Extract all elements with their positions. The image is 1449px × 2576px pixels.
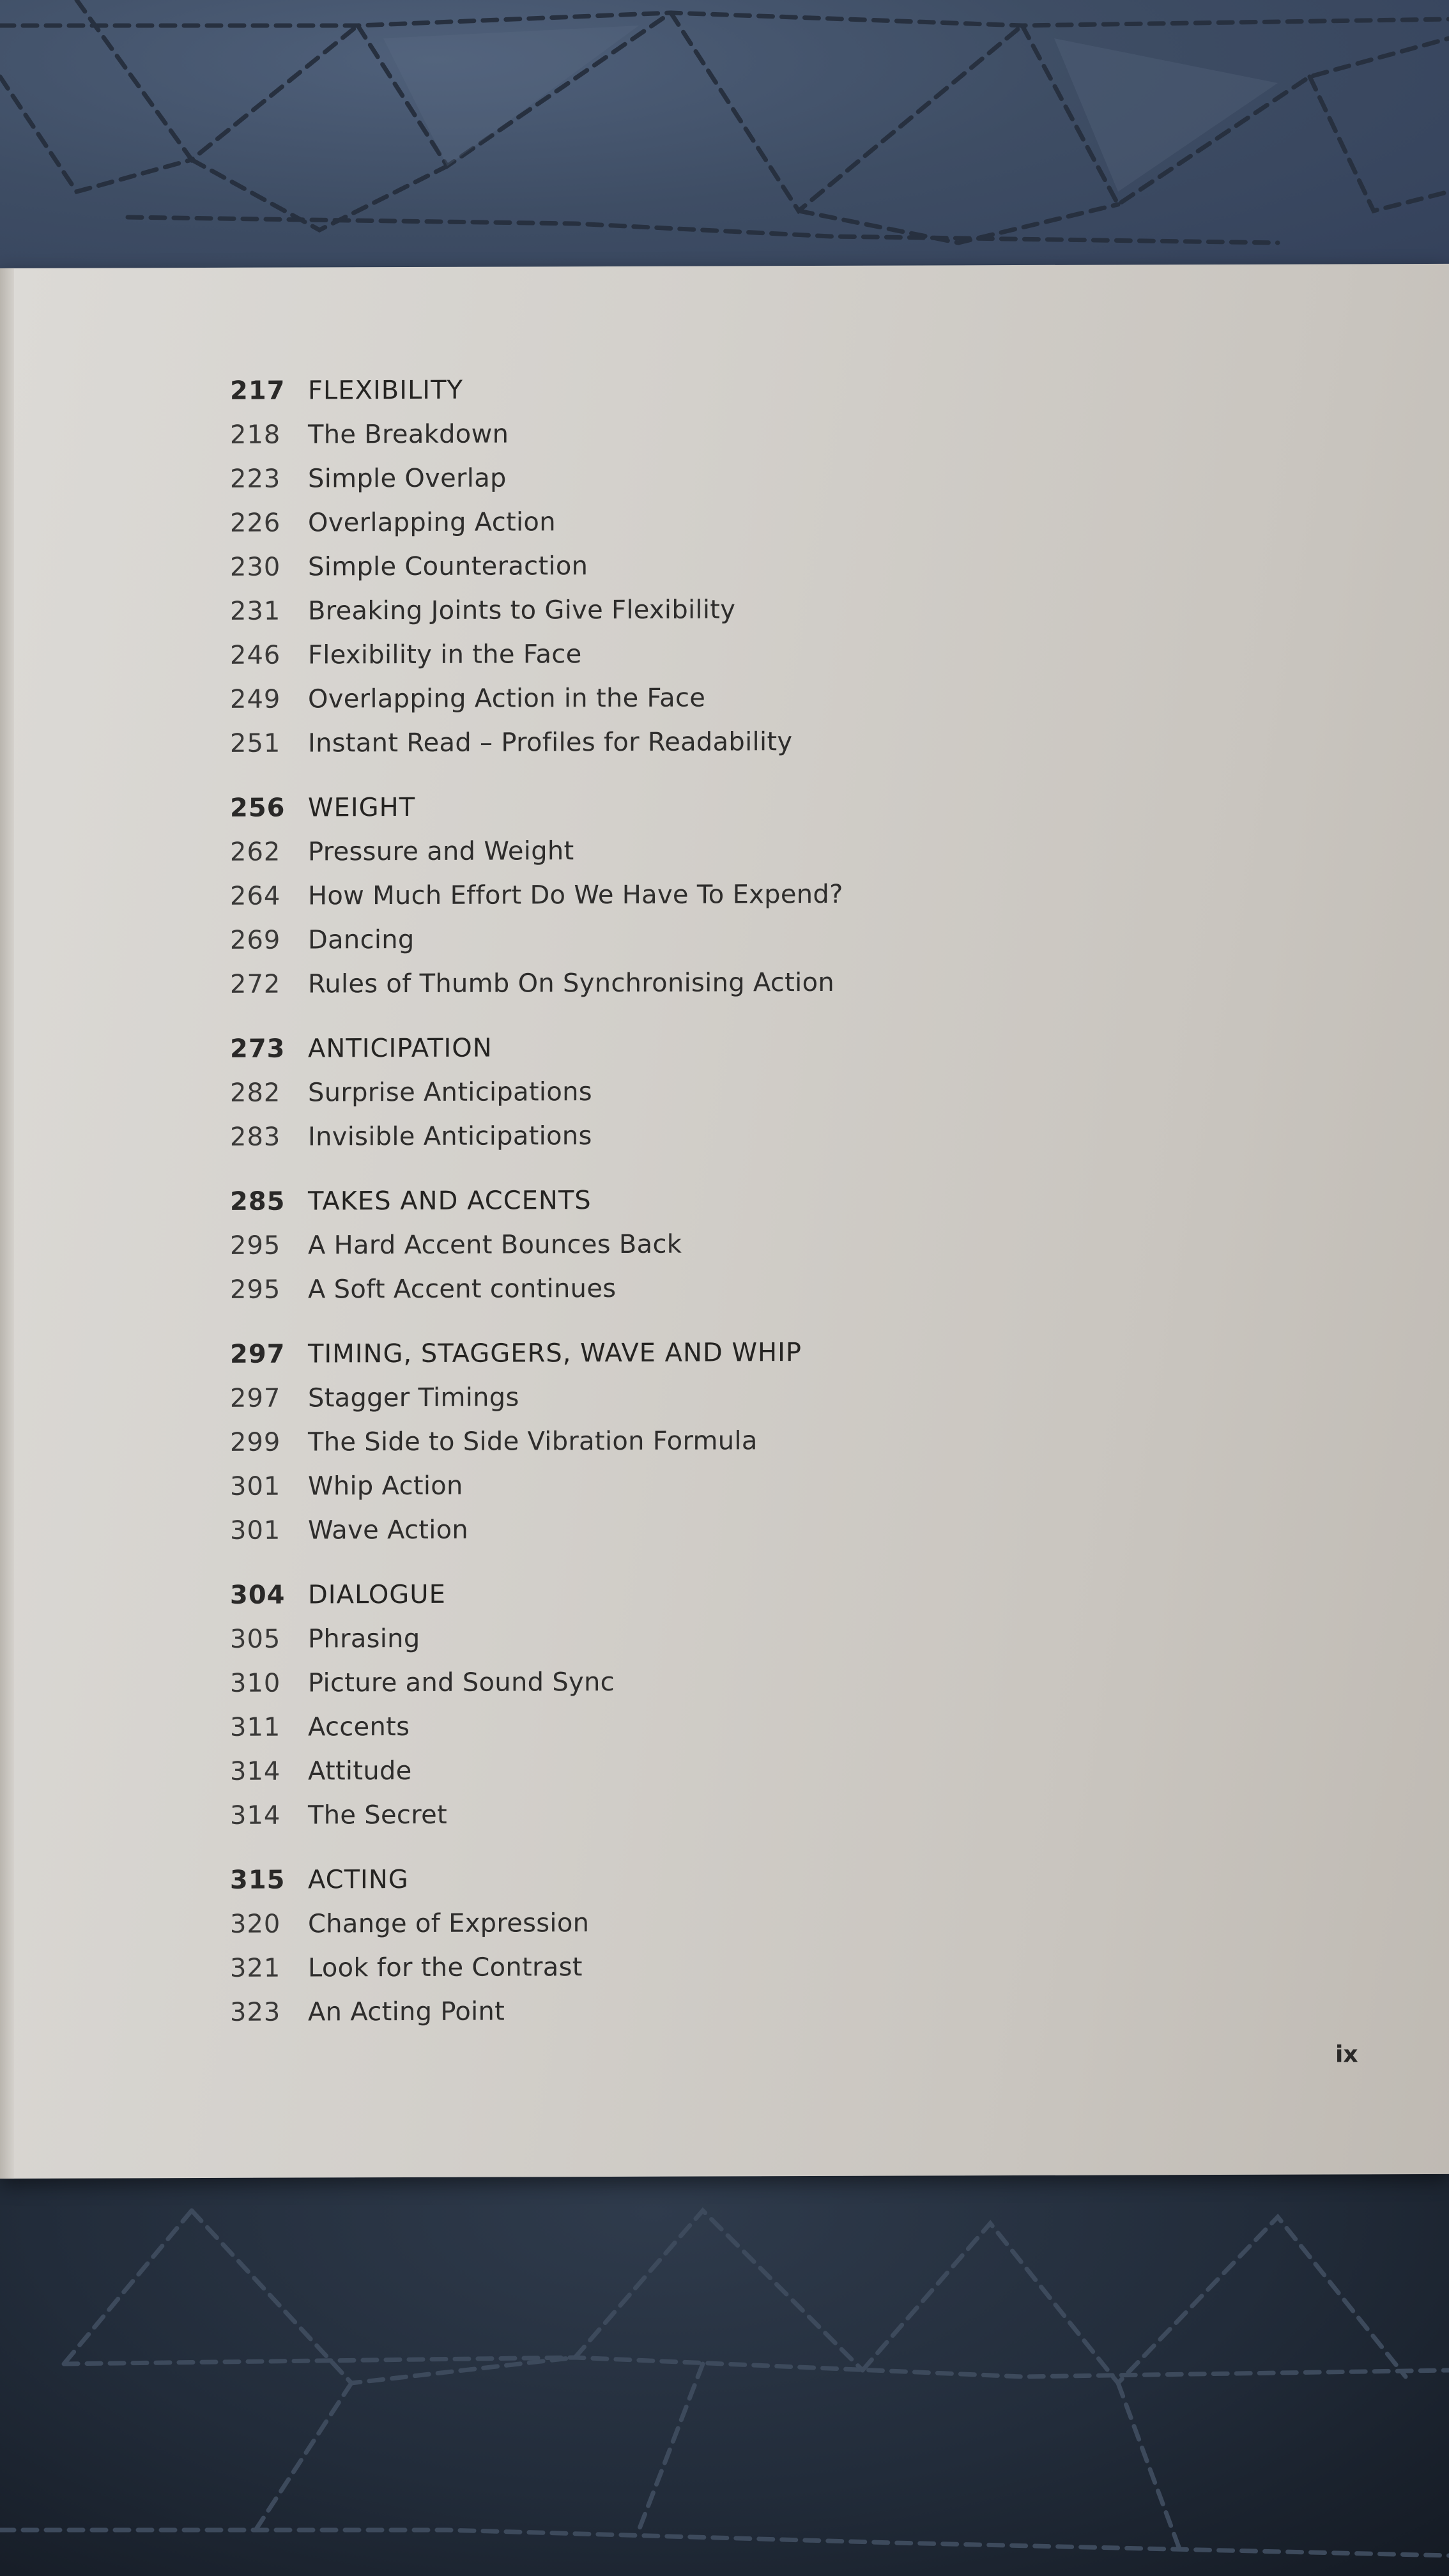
toc-page-number: 251 [230, 728, 281, 758]
toc-heading-title: WEIGHT [308, 792, 416, 823]
toc-page-number: 230 [230, 552, 281, 582]
toc-page-number: 297 [230, 1339, 286, 1369]
toc-heading [230, 1337, 1188, 1384]
toc-heading-title: ACTING [308, 1864, 409, 1895]
toc-section-flexibility [230, 373, 1188, 773]
toc-heading [230, 373, 1188, 420]
toc-entry [230, 1621, 1188, 1669]
toc-section-dialogue [230, 1577, 1188, 1845]
toc-page-number: 264 [230, 881, 281, 911]
toc-page-number: 297 [230, 1383, 281, 1413]
toc-heading-title: ANTICIPATION [308, 1033, 493, 1064]
toc-page-number: 262 [230, 837, 281, 867]
table-of-contents [230, 373, 1188, 2062]
toc-heading [230, 1577, 1188, 1625]
toc-entry-title: Rules of Thumb On Synchronising Action [308, 967, 834, 999]
page-folio: ix [1335, 2041, 1358, 2068]
toc-entry [230, 1951, 1188, 1998]
toc-page-number: 269 [230, 925, 281, 955]
toc-entry-title: Breaking Joints to Give Flexibility [308, 595, 736, 626]
toc-entry-title: Overlapping Action in the Face [308, 683, 706, 714]
toc-page-number: 218 [230, 420, 281, 450]
toc-heading [230, 790, 1188, 838]
toc-page-number: 320 [230, 1909, 281, 1939]
toc-entry-title: An Acting Point [308, 1997, 505, 2027]
toc-entry-title: How Much Effort Do We Have To Expend? [308, 879, 843, 911]
toc-entry-title: Simple Counteraction [308, 551, 588, 582]
toc-entry-title: Flexibility in the Face [308, 640, 582, 670]
toc-entry [230, 1513, 1188, 1560]
toc-entry-title: Stagger Timings [308, 1383, 519, 1413]
toc-entry [230, 505, 1188, 553]
toc-section-weight [230, 790, 1188, 1014]
toc-page-number: 295 [230, 1230, 281, 1261]
toc-entry [230, 834, 1188, 882]
toc-entry-title: A Hard Accent Bounces Back [308, 1229, 682, 1261]
toc-entry [230, 461, 1188, 509]
toc-entry-title: The Side to Side Vibration Formula [308, 1426, 758, 1457]
quilt-stitch-pattern-bottom [0, 2172, 1449, 2576]
toc-page-number: 256 [230, 793, 286, 823]
toc-entry [230, 594, 1188, 641]
toc-page-number: 315 [230, 1865, 286, 1895]
toc-entry [230, 923, 1188, 970]
toc-entry-title: Picture and Sound Sync [308, 1667, 615, 1698]
toc-page-number: 295 [230, 1275, 281, 1305]
toc-page-number: 249 [230, 684, 281, 714]
toc-page-number: 217 [230, 376, 286, 406]
toc-entry [230, 1425, 1188, 1472]
toc-section-timing [230, 1337, 1188, 1560]
toc-heading-title: FLEXIBILITY [308, 375, 463, 406]
toc-section-acting [230, 1862, 1188, 2042]
toc-page-number: 305 [230, 1624, 281, 1654]
toc-entry [230, 1272, 1188, 1319]
toc-entry-title: Surprise Anticipations [308, 1077, 592, 1108]
toc-entry [230, 1075, 1188, 1123]
toc-page-number: 304 [230, 1580, 286, 1610]
page-edge [0, 268, 14, 2179]
toc-page-number: 321 [230, 1953, 281, 1983]
toc-entry [230, 1228, 1188, 1275]
toc-entry [230, 1710, 1188, 1757]
toc-entry [230, 1666, 1188, 1713]
toc-entry [230, 967, 1188, 1014]
toc-entry-title: Phrasing [308, 1623, 420, 1654]
quilted-fabric-bottom [0, 2172, 1449, 2576]
toc-entry [230, 878, 1188, 926]
toc-page-number: 299 [230, 1427, 281, 1457]
toc-page-number: 301 [230, 1471, 281, 1501]
toc-entry [230, 1906, 1188, 1954]
toc-heading-title: DIALOGUE [308, 1579, 446, 1610]
toc-entry-title: Accents [308, 1712, 410, 1742]
toc-page-number: 223 [230, 464, 281, 494]
toc-page-number: 226 [230, 508, 281, 538]
toc-entry [230, 1798, 1188, 1845]
toc-section-takes-and-accents [230, 1184, 1188, 1319]
toc-entry-title: Dancing [308, 924, 415, 955]
quilt-stitch-pattern-top [0, 0, 1449, 300]
toc-heading-title: TAKES AND ACCENTS [308, 1186, 592, 1216]
toc-page-number: 310 [230, 1668, 281, 1698]
toc-entry [230, 638, 1188, 685]
toc-entry [230, 1381, 1188, 1428]
toc-entry-title: A Soft Accent continues [308, 1273, 617, 1305]
toc-page-number: 314 [230, 1756, 281, 1786]
toc-entry [230, 549, 1188, 597]
toc-page-number: 314 [230, 1800, 281, 1830]
toc-page-number: 301 [230, 1515, 281, 1545]
toc-heading-title: TIMING, STAGGERS, WAVE AND WHIP [308, 1338, 802, 1369]
toc-entry-title: The Secret [308, 1800, 447, 1830]
quilted-fabric-top [0, 0, 1449, 300]
toc-entry-title: Invisible Anticipations [308, 1121, 592, 1152]
toc-page-number: 282 [230, 1078, 281, 1108]
toc-entry [230, 726, 1188, 773]
toc-page-number: 323 [230, 1997, 281, 2027]
toc-entry-title: Whip Action [308, 1471, 463, 1501]
toc-entry [230, 1754, 1188, 1801]
toc-entry-title: Instant Read – Profiles for Readability [308, 727, 793, 758]
toc-page-number: 273 [230, 1034, 286, 1064]
toc-section-anticipation [230, 1031, 1188, 1167]
toc-entry-title: Overlapping Action [308, 507, 556, 538]
toc-page-number: 285 [230, 1186, 286, 1216]
toc-page-number: 231 [230, 596, 281, 626]
toc-entry-title: The Breakdown [308, 419, 509, 450]
toc-entry [230, 1995, 1188, 2042]
toc-entry-title: Look for the Contrast [308, 1952, 583, 1983]
toc-page-number: 272 [230, 969, 281, 999]
toc-entry [230, 682, 1188, 729]
toc-heading [230, 1184, 1188, 1231]
toc-heading [230, 1862, 1188, 1910]
toc-entry [230, 1469, 1188, 1516]
toc-entry-title: Change of Expression [308, 1908, 590, 1939]
toc-heading [230, 1031, 1188, 1078]
toc-page-number: 246 [230, 640, 281, 670]
toc-entry [230, 417, 1188, 464]
toc-entry-title: Simple Overlap [308, 463, 507, 494]
toc-entry-title: Pressure and Weight [308, 836, 574, 867]
toc-entry-title: Attitude [308, 1756, 412, 1786]
book-page [0, 264, 1449, 2179]
toc-entry-title: Wave Action [308, 1515, 469, 1545]
toc-page-number: 283 [230, 1122, 281, 1152]
toc-entry [230, 1119, 1188, 1167]
toc-page-number: 311 [230, 1712, 281, 1742]
